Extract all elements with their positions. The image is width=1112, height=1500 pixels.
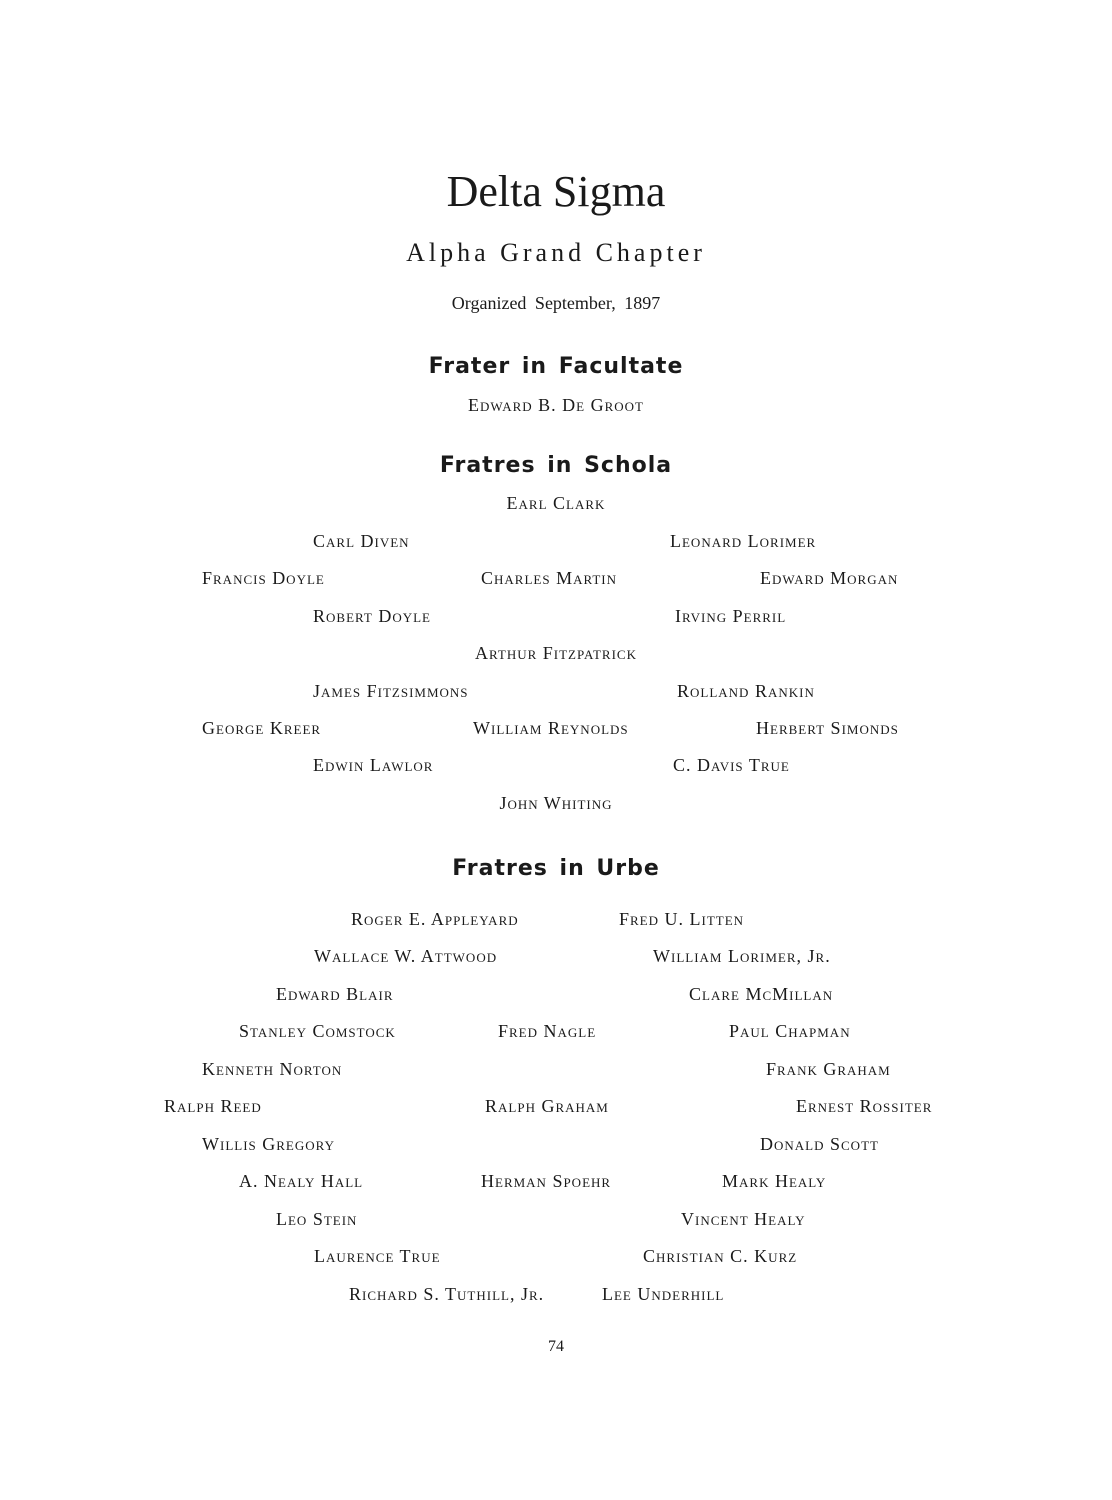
schola-member: Robert Doyle bbox=[313, 606, 431, 626]
schola-member: Edward Morgan bbox=[760, 568, 899, 588]
page-title: Delta Sigma bbox=[446, 167, 666, 216]
schola-member: George Kreer bbox=[202, 718, 322, 738]
urbe-member: Paul Chapman bbox=[729, 1021, 851, 1041]
schola-member: William Reynolds bbox=[473, 718, 629, 738]
urbe-member: Clare McMillan bbox=[689, 984, 834, 1004]
schola-member: Charles Martin bbox=[481, 568, 618, 588]
urbe-member: Frank Graham bbox=[766, 1059, 891, 1079]
urbe-member: Mark Healy bbox=[722, 1171, 827, 1191]
schola-member: Leonard Lorimer bbox=[670, 531, 817, 551]
schola-member: Carl Diven bbox=[313, 531, 410, 551]
schola-member: Irving Perril bbox=[675, 606, 787, 626]
urbe-member: Willis Gregory bbox=[202, 1134, 335, 1154]
urbe-member: Ernest Rossiter bbox=[796, 1096, 933, 1116]
schola-member: Rolland Rankin bbox=[677, 681, 815, 701]
urbe-member: Fred U. Litten bbox=[619, 909, 745, 929]
urbe-member: Richard S. Tuthill, Jr. bbox=[349, 1284, 545, 1304]
urbe-member: Christian C. Kurz bbox=[643, 1246, 798, 1266]
schola-heading: Fratres in Schola bbox=[439, 453, 673, 478]
urbe-member: Vincent Healy bbox=[681, 1209, 806, 1229]
urbe-member: Laurence True bbox=[314, 1246, 441, 1266]
page-number: 74 bbox=[548, 1338, 564, 1355]
urbe-heading: Fratres in Urbe bbox=[452, 856, 660, 881]
schola-member: Herbert Simonds bbox=[756, 718, 899, 738]
schola-member: Earl Clark bbox=[506, 493, 606, 513]
faculty-member: Edward B. De Groot bbox=[468, 395, 644, 415]
urbe-member: Leo Stein bbox=[276, 1209, 358, 1229]
faculty-heading: Frater in Facultate bbox=[428, 354, 684, 379]
urbe-member: Herman Spoehr bbox=[481, 1171, 612, 1191]
urbe-member: William Lorimer, Jr. bbox=[653, 946, 831, 966]
urbe-member: Fred Nagle bbox=[498, 1021, 597, 1041]
chapter-subtitle: Alpha Grand Chapter bbox=[406, 238, 706, 267]
urbe-member: Roger E. Appleyard bbox=[351, 909, 519, 929]
urbe-member: Stanley Comstock bbox=[239, 1021, 396, 1041]
organized-date: Organized September, 1897 bbox=[451, 293, 661, 313]
urbe-member: A. Nealy Hall bbox=[239, 1171, 364, 1191]
urbe-member: Ralph Reed bbox=[164, 1096, 262, 1116]
schola-member: James Fitzsimmons bbox=[313, 681, 469, 701]
urbe-member: Ralph Graham bbox=[485, 1096, 609, 1116]
urbe-member: Kenneth Norton bbox=[202, 1059, 343, 1079]
urbe-member: Edward Blair bbox=[276, 984, 394, 1004]
urbe-member: Donald Scott bbox=[760, 1134, 879, 1154]
schola-member: Arthur Fitzpatrick bbox=[475, 643, 637, 663]
schola-member: Edwin Lawlor bbox=[313, 755, 434, 775]
schola-member: John Whiting bbox=[499, 793, 613, 813]
urbe-member: Lee Underhill bbox=[602, 1284, 725, 1304]
schola-member: C. Davis True bbox=[673, 755, 790, 775]
schola-member: Francis Doyle bbox=[202, 568, 325, 588]
urbe-member: Wallace W. Attwood bbox=[314, 946, 498, 966]
